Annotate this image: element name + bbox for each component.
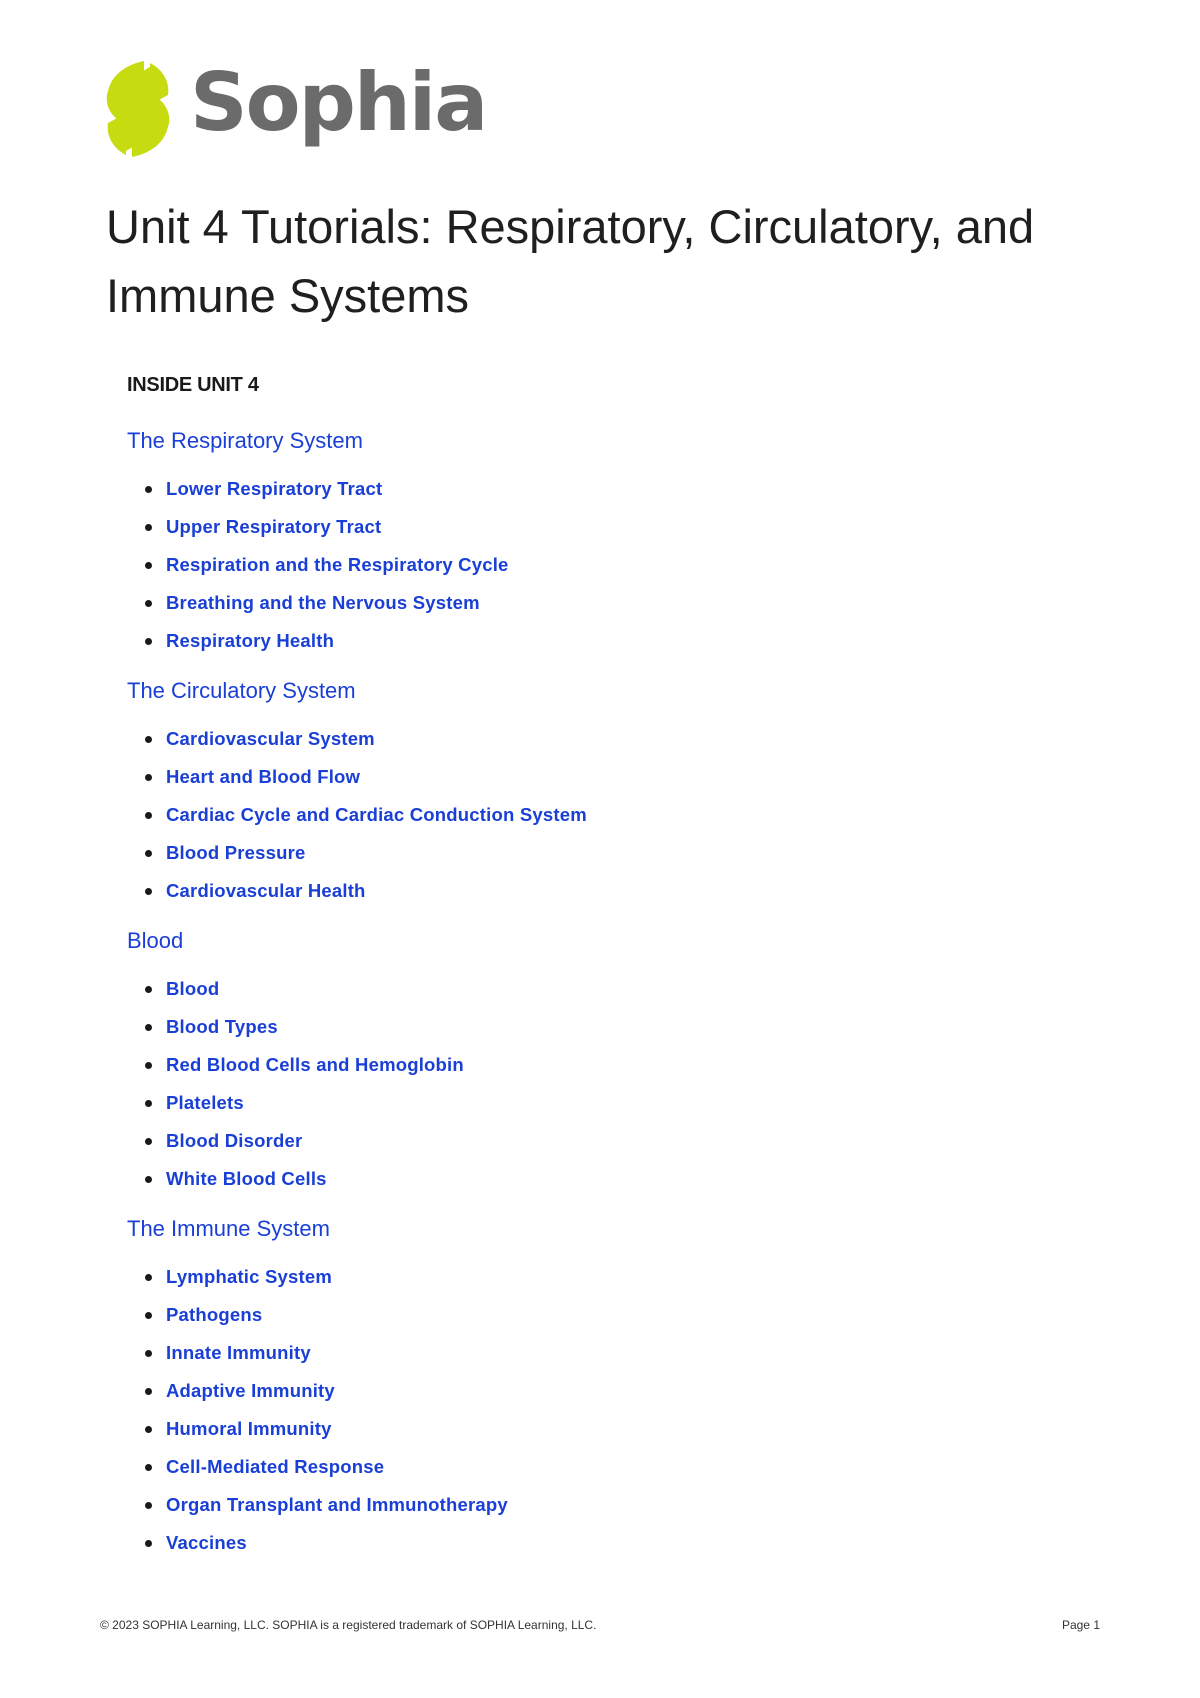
bullet-icon <box>145 1388 152 1395</box>
tutorial-link[interactable]: Respiratory Health <box>166 630 335 651</box>
bullet-icon <box>145 1100 152 1107</box>
toc-item <box>127 970 1027 1008</box>
toc-item <box>127 1084 1027 1122</box>
toc-item <box>127 1448 1027 1486</box>
toc-item <box>127 470 1027 508</box>
tutorial-link[interactable]: Breathing and the Nervous System <box>166 592 480 613</box>
bullet-icon <box>145 774 152 781</box>
toc-item <box>127 1486 1027 1524</box>
toc-item <box>127 1046 1027 1084</box>
toc-item <box>127 1410 1027 1448</box>
toc-item <box>127 720 1027 758</box>
tutorial-link[interactable]: Red Blood Cells and Hemoglobin <box>166 1054 464 1075</box>
bullet-icon <box>145 1464 152 1471</box>
toc-section <box>127 1210 1027 1574</box>
section-item-list <box>127 960 1027 1210</box>
bullet-icon <box>145 562 152 569</box>
tutorial-link[interactable]: Humoral Immunity <box>166 1418 332 1439</box>
toc-item <box>127 1334 1027 1372</box>
tutorial-link[interactable]: Blood <box>166 978 220 999</box>
section-link[interactable]: The Circulatory System <box>127 678 356 703</box>
bullet-icon <box>145 1062 152 1069</box>
toc-item <box>127 872 1027 910</box>
section-item-list <box>127 1248 1027 1574</box>
bullet-icon <box>145 736 152 743</box>
tutorial-link[interactable]: Lymphatic System <box>166 1266 332 1287</box>
tutorial-link[interactable]: Lower Respiratory Tract <box>166 478 383 499</box>
tutorial-link[interactable]: Heart and Blood Flow <box>166 766 361 787</box>
toc-item <box>127 1296 1027 1334</box>
toc-item <box>127 508 1027 546</box>
tutorial-link[interactable]: White Blood Cells <box>166 1168 327 1189</box>
tutorial-link[interactable]: Cell-Mediated Response <box>166 1456 385 1477</box>
tutorial-link[interactable]: Blood Pressure <box>166 842 306 863</box>
bullet-icon <box>145 1138 152 1145</box>
bullet-icon <box>145 1312 152 1319</box>
bullet-icon <box>145 524 152 531</box>
bullet-icon <box>145 888 152 895</box>
toc-item <box>127 1122 1027 1160</box>
toc-item <box>127 1372 1027 1410</box>
bullet-icon <box>145 986 152 993</box>
toc-item <box>127 796 1027 834</box>
tutorial-link[interactable]: Innate Immunity <box>166 1342 311 1363</box>
tutorial-link[interactable]: Pathogens <box>166 1304 263 1325</box>
tutorial-link[interactable]: Organ Transplant and Immunotherapy <box>166 1494 508 1515</box>
toc-item <box>127 1524 1027 1562</box>
bullet-icon <box>145 600 152 607</box>
toc-section <box>127 672 1027 922</box>
bullet-icon <box>145 1540 152 1547</box>
section-link[interactable]: The Immune System <box>127 1216 330 1241</box>
inside-unit-label: INSIDE UNIT 4 <box>127 374 259 396</box>
bullet-icon <box>145 486 152 493</box>
toc-item <box>127 758 1027 796</box>
page-number: Page 1 <box>1061 1618 1100 1632</box>
bullet-icon <box>145 1350 152 1357</box>
tutorial-link[interactable]: Vaccines <box>166 1532 247 1553</box>
tutorial-link[interactable]: Upper Respiratory Tract <box>166 516 382 537</box>
bullet-icon <box>145 1024 152 1031</box>
bullet-icon <box>145 850 152 857</box>
table-of-contents <box>127 422 1027 1574</box>
toc-item <box>127 1160 1027 1198</box>
section-link[interactable]: Blood <box>127 928 184 953</box>
bullet-icon <box>145 1502 152 1509</box>
bullet-icon <box>145 1274 152 1281</box>
section-item-list <box>127 460 1027 672</box>
bullet-icon <box>145 638 152 645</box>
bullet-icon <box>145 812 152 819</box>
toc-item <box>127 1008 1027 1046</box>
toc-section <box>127 422 1027 672</box>
toc-item <box>127 834 1027 872</box>
brand-name: Sophia <box>190 56 487 149</box>
tutorial-link[interactable]: Respiration and the Respiratory Cycle <box>166 554 509 575</box>
toc-item <box>127 1258 1027 1296</box>
toc-item <box>127 584 1027 622</box>
bullet-icon <box>145 1426 152 1433</box>
section-link[interactable]: The Respiratory System <box>127 428 363 453</box>
tutorial-link[interactable]: Cardiovascular Health <box>166 880 366 901</box>
tutorial-link[interactable]: Blood Disorder <box>166 1130 303 1151</box>
sophia-s-leaf-icon <box>100 59 176 159</box>
tutorial-link[interactable]: Cardiovascular System <box>166 728 375 749</box>
tutorial-link[interactable]: Blood Types <box>166 1016 278 1037</box>
sophia-logo[interactable] <box>100 54 486 164</box>
toc-item <box>127 622 1027 660</box>
tutorial-link[interactable]: Adaptive Immunity <box>166 1380 335 1401</box>
copyright-text: © 2023 SOPHIA Learning, LLC. SOPHIA is a registered trademark of SOPHIA Learning, LLC. <box>100 1618 597 1632</box>
bullet-icon <box>145 1176 152 1183</box>
toc-item <box>127 546 1027 584</box>
toc-section <box>127 922 1027 1210</box>
section-item-list <box>127 710 1027 922</box>
page-footer <box>100 1618 1100 1632</box>
tutorial-link[interactable]: Cardiac Cycle and Cardiac Conduction System <box>166 804 587 825</box>
tutorial-link[interactable]: Platelets <box>166 1092 244 1113</box>
page-title: Unit 4 Tutorials: Respiratory, Circulatory, and Immune Systems <box>106 200 1035 322</box>
